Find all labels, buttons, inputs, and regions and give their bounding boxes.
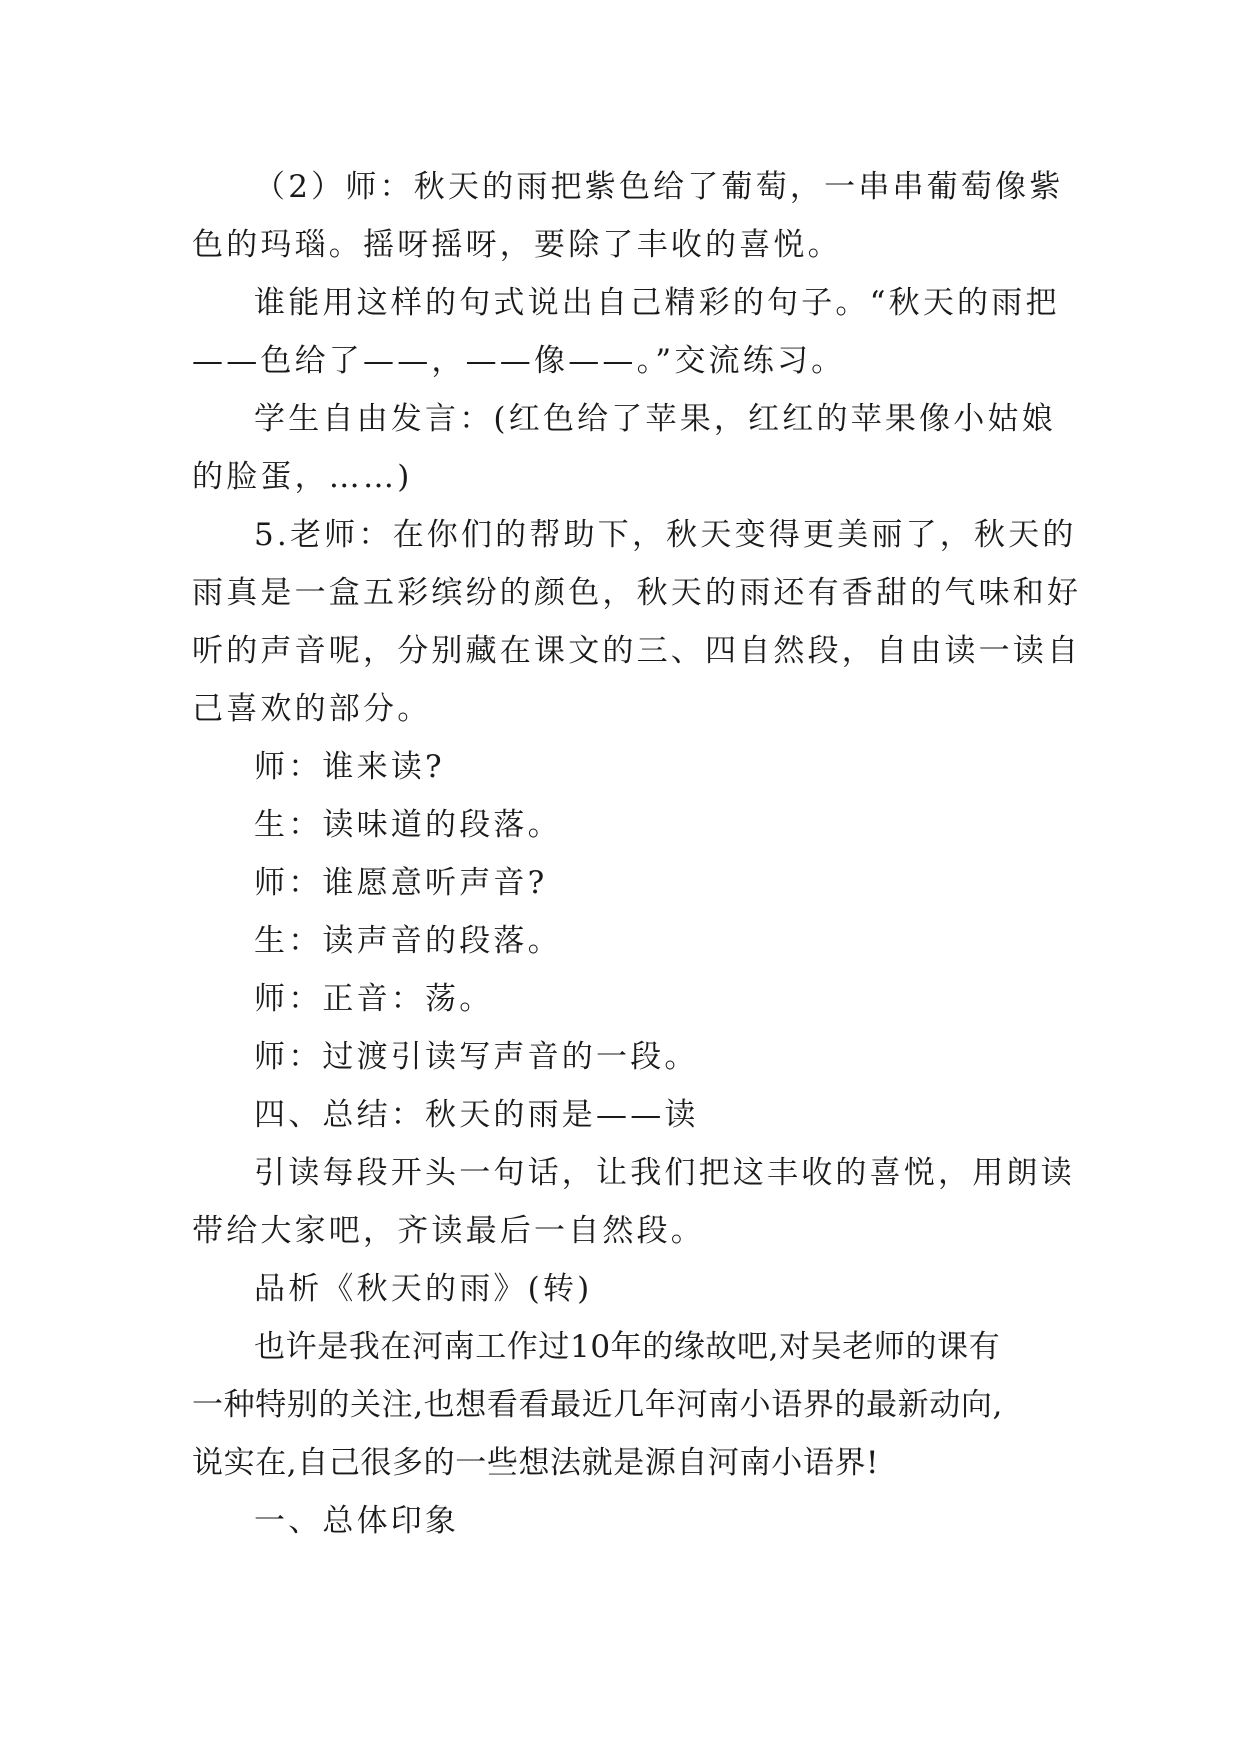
paragraph-line: 也许是我在河南工作过10年的缘故吧,对吴老师的课有 (254, 1329, 1001, 1365)
paragraph-line: ——色给了——，——像——。”交流练习。 (192, 343, 846, 379)
paragraph-line: 一种特别的关注,也想看看最近几年河南小语界的最新动向, (192, 1387, 1003, 1423)
paragraph-line: 色的玛瑙。摇呀摇呀，要除了丰收的喜悦。 (192, 227, 842, 263)
paragraph-line: 说实在,自己很多的一些想法就是源自河南小语界! (192, 1445, 880, 1481)
paragraph-line: 己喜欢的部分。 (192, 691, 432, 727)
paragraph-line: 雨真是一盒五彩缤纷的颜色，秋天的雨还有香甜的气味和好 (192, 575, 1082, 611)
section-heading: 四、总结：秋天的雨是——读 (254, 1097, 699, 1133)
paragraph-line: 谁能用这样的句式说出自己精彩的句子。“秋天的雨把 (254, 285, 1060, 321)
dialogue-line: 生：读味道的段落。 (254, 807, 562, 843)
dialogue-line: 师：正音：荡。 (254, 981, 494, 1017)
paragraph-line: （2）师：秋天的雨把紫色给了葡萄，一串串葡萄像紫 (254, 169, 1064, 205)
paragraph-line: 听的声音呢，分别藏在课文的三、四自然段，自由读一读自 (192, 633, 1082, 669)
paragraph-line: 引读每段开头一句话，让我们把这丰收的喜悦，用朗读 (254, 1155, 1075, 1191)
dialogue-line: 生：读声音的段落。 (254, 923, 562, 959)
dialogue-line: 师：过渡引读写声音的一段。 (254, 1039, 699, 1075)
paragraph-line: 学生自由发言：(红色给了苹果，红红的苹果像小姑娘 (254, 401, 1056, 437)
body-text (192, 158, 1082, 1550)
dialogue-line: 师：谁愿意听声音? (254, 865, 548, 901)
paragraph-line: 5.老师：在你们的帮助下，秋天变得更美丽了，秋天的 (254, 517, 1077, 553)
dialogue-line: 师：谁来读? (254, 749, 445, 785)
paragraph-line: 带给大家吧，齐读最后一自然段。 (192, 1213, 705, 1249)
article-title: 品析《秋天的雨》(转) (254, 1271, 593, 1307)
section-heading: 一、总体印象 (254, 1503, 460, 1539)
paragraph-line: 的脸蛋，……) (192, 459, 413, 495)
